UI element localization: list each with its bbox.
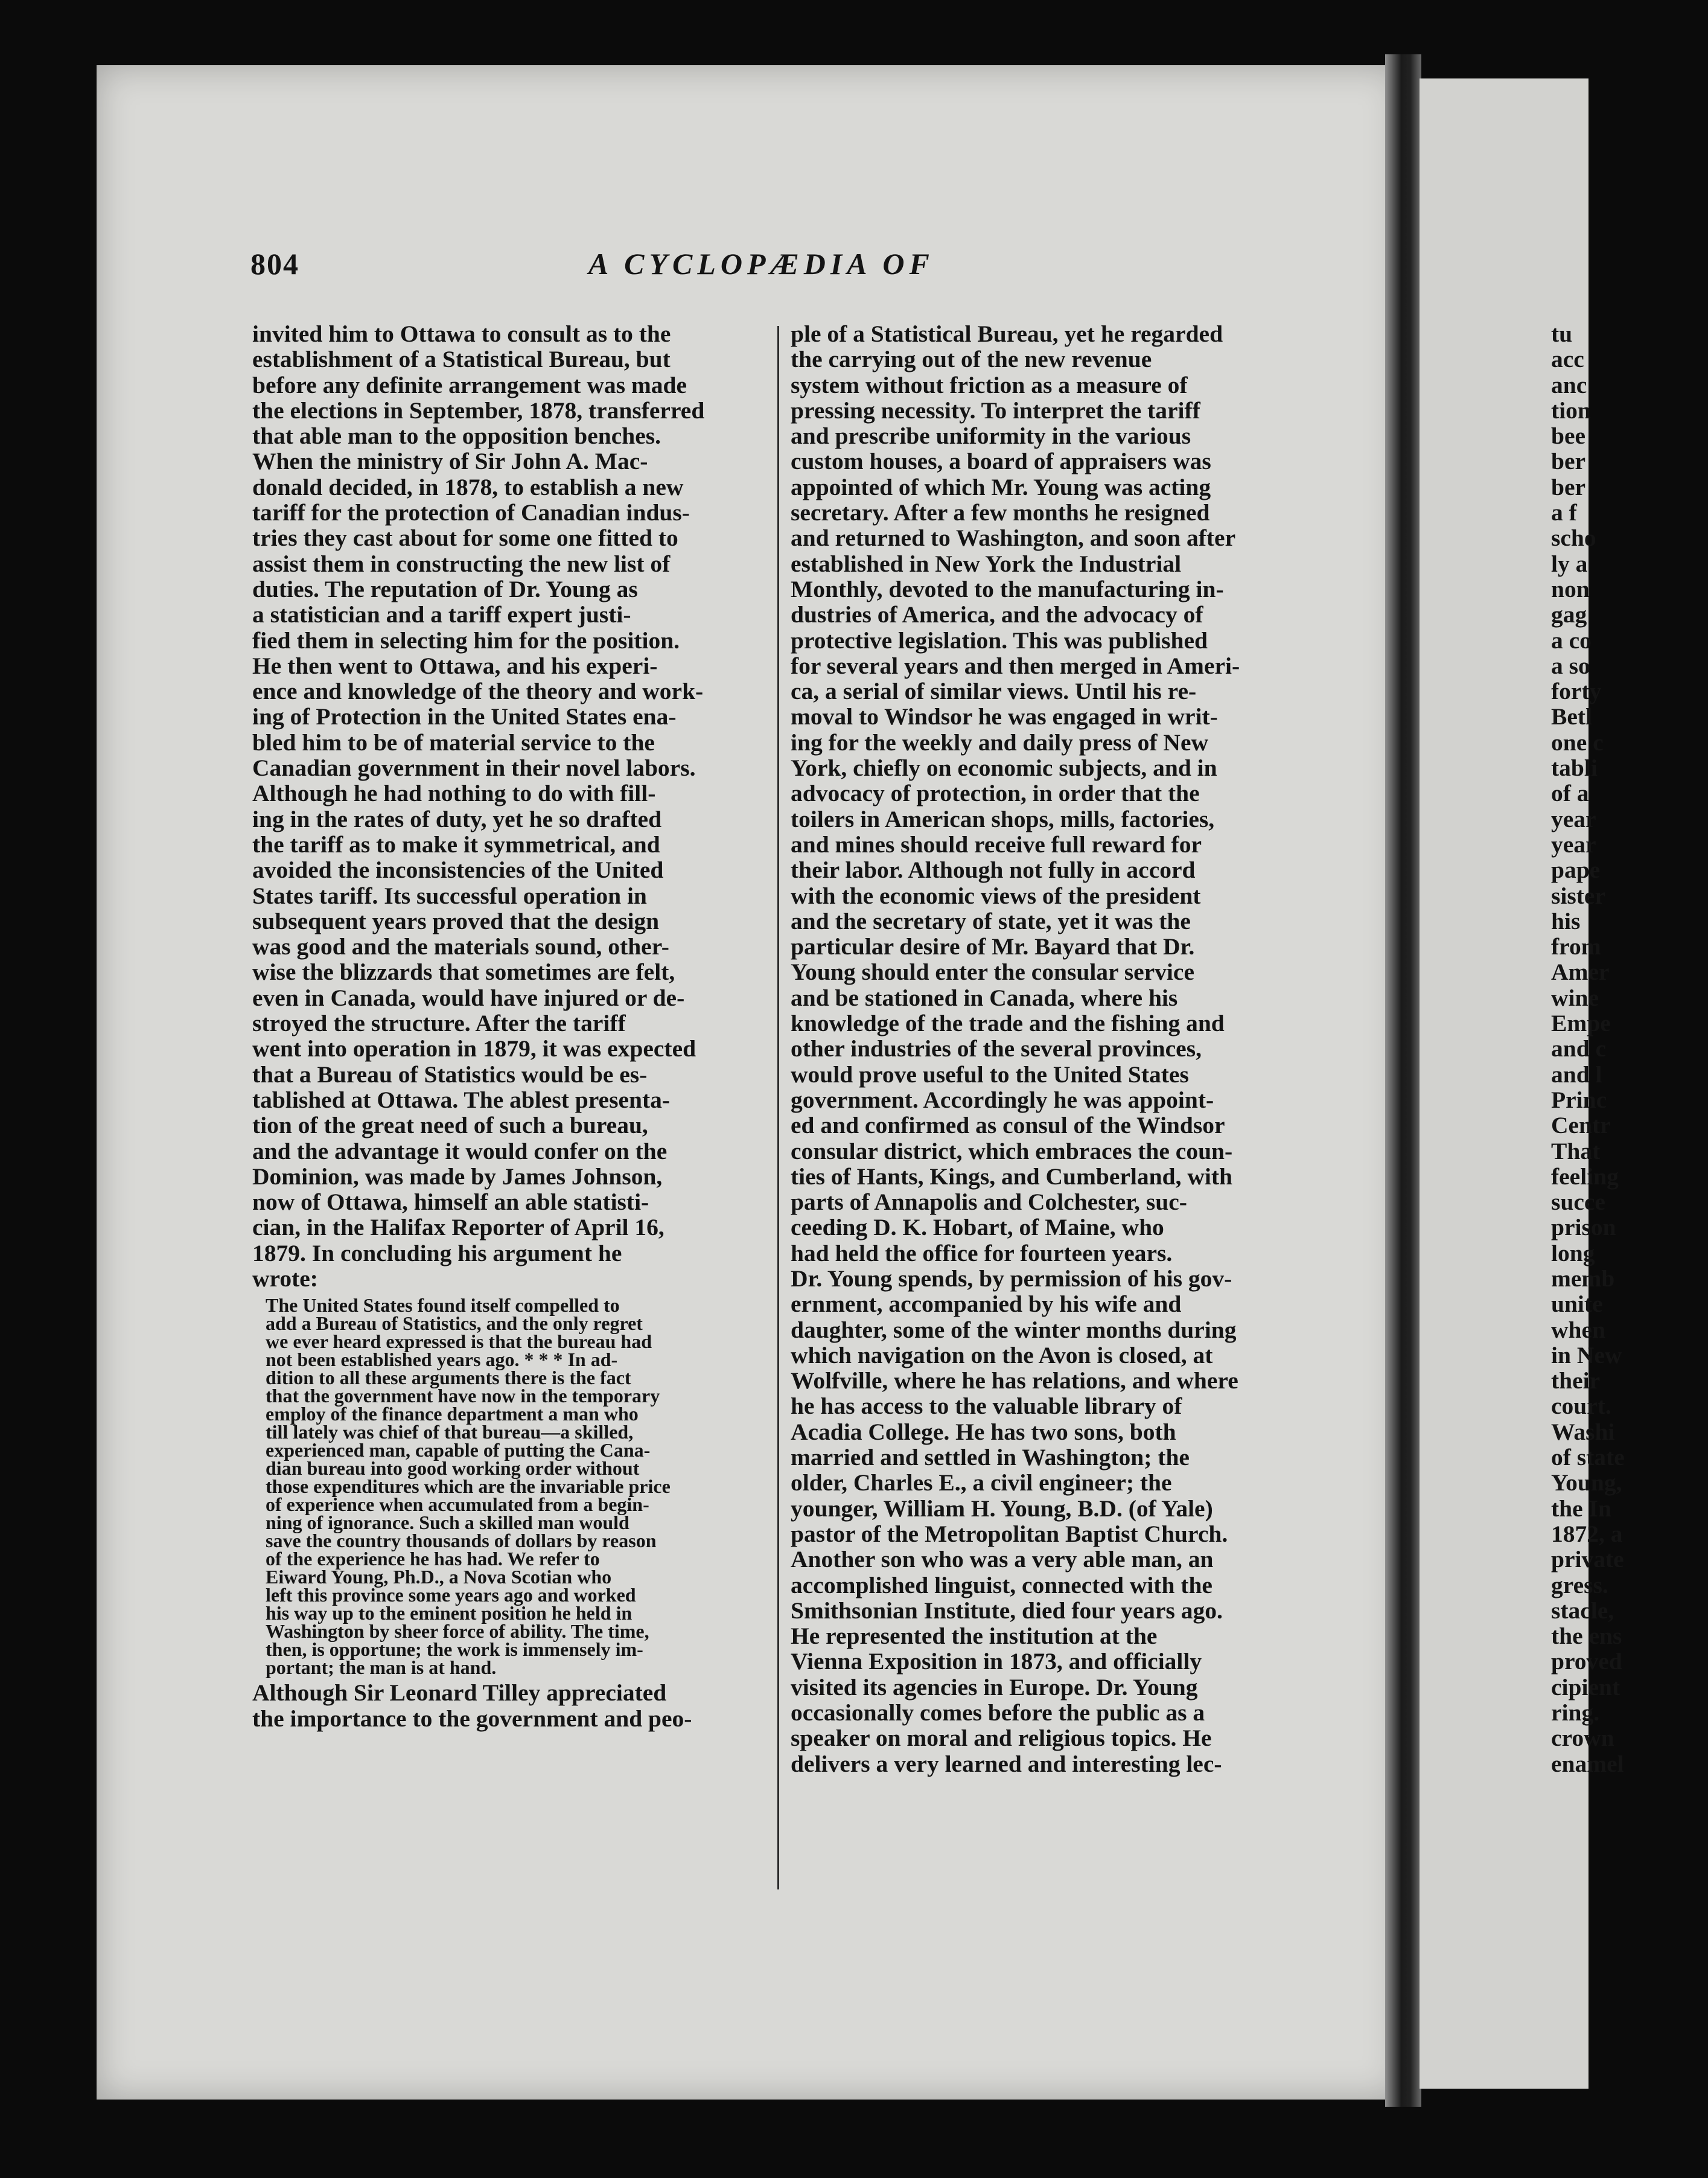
text-line: court. bbox=[1551, 1393, 1611, 1420]
text-line: ties of Hants, Kings, and Cumberland, with bbox=[791, 1163, 1232, 1190]
text-line: York, chiefly on economic subjects, and in bbox=[791, 755, 1217, 782]
text-line: wine bbox=[1551, 984, 1599, 1011]
text-line: when bbox=[1551, 1316, 1605, 1343]
text-line: Although Sir Leonard Tilley appreciated bbox=[252, 1679, 667, 1707]
text-line: non bbox=[1551, 575, 1590, 602]
text-line: in New bbox=[1551, 1341, 1622, 1368]
text-line: the elections in September, 1878, transferred bbox=[252, 397, 705, 424]
text-line: would prove useful to the United States bbox=[791, 1061, 1189, 1088]
text-line: particular desire of Mr. Bayard that Dr. bbox=[791, 933, 1195, 960]
text-line: moval to Windsor he was engaged in writ- bbox=[791, 703, 1218, 730]
column-1-closing bbox=[252, 1680, 759, 1731]
text-line: not been established years ago. * * * In ad- bbox=[266, 1349, 618, 1371]
text-line: subsequent years proved that the design bbox=[252, 907, 660, 934]
text-line: Although he had nothing to do with fill- bbox=[252, 780, 656, 807]
running-head bbox=[250, 246, 1264, 295]
text-line: occasionally comes before the public as a bbox=[791, 1699, 1205, 1726]
text-line: tion of the great need of such a bureau, bbox=[252, 1112, 648, 1139]
text-line: and the advantage it would confer on the bbox=[252, 1137, 668, 1164]
text-line: tablished at Ottawa. The ablest presenta- bbox=[252, 1086, 671, 1113]
text-line: tu bbox=[1551, 321, 1573, 347]
text-line: appointed of which Mr. Young was acting bbox=[791, 473, 1211, 500]
text-line: Princ bbox=[1551, 1086, 1607, 1113]
text-line: ber bbox=[1551, 448, 1586, 475]
text-line: and mines should receive full reward for bbox=[791, 831, 1202, 858]
text-line: unite bbox=[1551, 1291, 1603, 1318]
text-line: we ever heard expressed is that the bureau had bbox=[266, 1330, 652, 1353]
text-line: ca, a serial of similar views. Until his re- bbox=[791, 678, 1197, 705]
text-line: Betl bbox=[1551, 703, 1593, 730]
text-line: avoided the inconsistencies of the United bbox=[252, 857, 664, 884]
text-line: dustries of America, and the advocacy of bbox=[791, 601, 1203, 628]
text-line: year bbox=[1551, 831, 1596, 858]
text-line: speaker on moral and religious topics. He bbox=[791, 1725, 1212, 1752]
text-line: which navigation on the Avon is closed, at bbox=[791, 1341, 1213, 1368]
text-line: forty bbox=[1551, 678, 1602, 705]
text-column-3-partial bbox=[1551, 321, 1708, 1777]
text-line: The United States found itself compelled to bbox=[266, 1294, 620, 1317]
text-line: of state bbox=[1551, 1444, 1625, 1471]
column-rule bbox=[777, 326, 779, 1889]
text-line: their bbox=[1551, 1367, 1601, 1394]
text-line: Canadian government in their novel labors. bbox=[252, 755, 696, 782]
text-line: went into operation in 1879, it was expected bbox=[252, 1035, 696, 1062]
text-line: ber bbox=[1551, 473, 1586, 500]
text-line: enamel bbox=[1551, 1750, 1624, 1777]
text-line: dition to all these arguments there is the fact bbox=[266, 1367, 631, 1389]
text-line: and the secretary of state, yet it was the bbox=[791, 907, 1191, 934]
text-line: donald decided, in 1878, to establish a new bbox=[252, 473, 684, 500]
text-line: tion bbox=[1551, 397, 1591, 424]
text-line: pastor of the Metropolitan Baptist Church. bbox=[791, 1520, 1228, 1547]
text-line: younger, William H. Young, B.D. (of Yale) bbox=[791, 1495, 1213, 1522]
text-line: that the government have now in the temporary bbox=[266, 1385, 660, 1407]
text-line: 1879. In concluding his argument he bbox=[252, 1239, 622, 1266]
text-line: He then went to Ottawa, and his experi- bbox=[252, 652, 658, 679]
text-line: a statistician and a tariff expert justi- bbox=[252, 601, 631, 628]
text-line: a co bbox=[1551, 627, 1592, 654]
column-2-body bbox=[791, 321, 1311, 1777]
text-line: his way up to the eminent position he held in bbox=[266, 1602, 633, 1624]
text-line: bled him to be of material service to the bbox=[252, 729, 655, 756]
text-line: married and settled in Washington; the bbox=[791, 1444, 1190, 1471]
text-line: gress. bbox=[1551, 1571, 1608, 1598]
column-1-body bbox=[252, 321, 759, 1291]
text-line: anc bbox=[1551, 371, 1587, 398]
text-line: the ens bbox=[1551, 1623, 1622, 1650]
text-line: was good and the materials sound, other- bbox=[252, 933, 669, 960]
text-line: ed and confirmed as consul of the Windsor bbox=[791, 1112, 1225, 1139]
text-line: wrote: bbox=[252, 1265, 318, 1292]
text-line: Centr bbox=[1551, 1112, 1611, 1139]
text-line: ly a bbox=[1551, 550, 1588, 577]
text-line: ing for the weekly and daily press of New bbox=[791, 729, 1209, 756]
text-line: Dr. Young spends, by permission of his gov- bbox=[791, 1265, 1232, 1292]
text-line: save the country thousands of dollars by reason bbox=[266, 1530, 657, 1552]
text-line: then, is opportune; the work is immensely im- bbox=[266, 1638, 643, 1661]
text-line: ing of Protection in the United States ena- bbox=[252, 703, 677, 730]
text-line: stacle, bbox=[1551, 1597, 1614, 1624]
text-line: Acadia College. He has two sons, both bbox=[791, 1418, 1176, 1445]
block-quote bbox=[266, 1294, 759, 1679]
text-line: memb bbox=[1551, 1265, 1615, 1292]
text-line: He represented the institution at the bbox=[791, 1623, 1158, 1650]
text-line: parts of Annapolis and Colchester, suc- bbox=[791, 1189, 1187, 1216]
text-line: year bbox=[1551, 805, 1596, 832]
text-line: now of Ottawa, himself an able statisti- bbox=[252, 1189, 649, 1216]
text-line: before any definite arrangement was made bbox=[252, 371, 687, 398]
text-line: their labor. Although not fully in accord bbox=[791, 857, 1196, 884]
text-line: experienced man, capable of putting the Cana- bbox=[266, 1439, 651, 1461]
text-line: advocacy of protection, in order that the bbox=[791, 780, 1200, 807]
text-line: dian bureau into good working order without bbox=[266, 1457, 640, 1480]
text-line: bee bbox=[1551, 423, 1586, 450]
text-line: Young, bbox=[1551, 1469, 1622, 1496]
text-line: consular district, which embraces the coun- bbox=[791, 1137, 1233, 1164]
text-line: Young should enter the consular service bbox=[791, 959, 1194, 986]
text-line: toilers in American shops, mills, factories, bbox=[791, 805, 1215, 832]
text-line: ring. bbox=[1551, 1699, 1600, 1726]
text-line: stroyed the structure. After the tariff bbox=[252, 1010, 626, 1037]
page-number: 804 bbox=[250, 247, 299, 281]
text-line: succe bbox=[1551, 1189, 1605, 1216]
text-line: ceeding D. K. Hobart, of Maine, who bbox=[791, 1214, 1164, 1241]
text-line: cian, in the Halifax Reporter of April 16, bbox=[252, 1214, 664, 1241]
text-line: wise the blizzards that sometimes are felt, bbox=[252, 959, 675, 986]
text-line: till lately was chief of that bureau—a skilled, bbox=[266, 1421, 634, 1443]
text-line: Monthly, devoted to the manufacturing in- bbox=[791, 575, 1224, 602]
text-line: scho bbox=[1551, 525, 1596, 552]
text-line: employ of the finance department a man who bbox=[266, 1403, 639, 1425]
text-line: That bbox=[1551, 1137, 1601, 1164]
text-line: invited him to Ottawa to consult as to the bbox=[252, 321, 671, 347]
text-line: left this province some years ago and worked bbox=[266, 1584, 636, 1606]
text-line: he has access to the valuable library of bbox=[791, 1393, 1182, 1420]
text-line: Amer bbox=[1551, 959, 1610, 986]
text-line: sister bbox=[1551, 882, 1605, 909]
text-line: system without friction as a measure of bbox=[791, 371, 1188, 398]
text-line: government. Accordingly he was appoint- bbox=[791, 1086, 1214, 1113]
text-line: Vienna Exposition in 1873, and officially bbox=[791, 1648, 1202, 1675]
text-column-2 bbox=[791, 321, 1311, 1777]
text-line: tabli bbox=[1551, 755, 1598, 782]
text-column-1 bbox=[252, 321, 759, 1731]
text-line: that able man to the opposition benches. bbox=[252, 423, 661, 450]
text-line: from bbox=[1551, 933, 1601, 960]
text-line: assist them in constructing the new list of bbox=[252, 550, 671, 577]
header-title: A CYCLOPÆDIA OF bbox=[588, 247, 934, 281]
text-line: 1872, a bbox=[1551, 1520, 1623, 1547]
text-line: the carrying out of the new revenue bbox=[791, 346, 1152, 373]
text-line: States tariff. Its successful operation in bbox=[252, 882, 647, 909]
text-line: daughter, some of the winter months during bbox=[791, 1316, 1237, 1343]
text-line: Wolfville, where he has relations, and where bbox=[791, 1367, 1238, 1394]
text-line: had held the office for fourteen years. bbox=[791, 1239, 1173, 1266]
text-line: cipient bbox=[1551, 1673, 1620, 1701]
text-line: and prescribe uniformity in the various bbox=[791, 423, 1191, 450]
text-line: of a bbox=[1551, 780, 1589, 807]
text-line: the importance to the government and peo- bbox=[252, 1705, 692, 1732]
text-line: gag bbox=[1551, 601, 1587, 628]
text-line: and returned to Washington, and soon after bbox=[791, 525, 1236, 552]
text-line: knowledge of the trade and the fishing and bbox=[791, 1010, 1225, 1037]
text-line: tariff for the protection of Canadian indus- bbox=[252, 499, 690, 526]
text-line: prison bbox=[1551, 1214, 1616, 1241]
column-3-body bbox=[1551, 321, 1708, 1777]
text-line: long bbox=[1551, 1239, 1595, 1266]
text-line: delivers a very learned and interesting lec- bbox=[791, 1750, 1222, 1777]
text-line: and c bbox=[1551, 1035, 1607, 1062]
text-line: crown bbox=[1551, 1725, 1614, 1752]
text-line: Washington by sheer force of ability. The time, bbox=[266, 1620, 649, 1643]
text-line: that a Bureau of Statistics would be es- bbox=[252, 1061, 648, 1088]
text-line: Another son who was a very able man, an bbox=[791, 1546, 1214, 1573]
text-line: Empe bbox=[1551, 1010, 1611, 1037]
text-line: of experience when accumulated from a begin- bbox=[266, 1493, 649, 1516]
text-line: pressing necessity. To interpret the tariff bbox=[791, 397, 1200, 424]
text-line: established in New York the Industrial bbox=[791, 550, 1182, 577]
text-line: visited its agencies in Europe. Dr. Young bbox=[791, 1673, 1198, 1701]
text-line: the In bbox=[1551, 1495, 1611, 1522]
text-line: portant; the man is at hand. bbox=[266, 1656, 497, 1679]
text-line: pape bbox=[1551, 857, 1601, 884]
text-line: proved bbox=[1551, 1648, 1622, 1675]
text-line: fied them in selecting him for the position. bbox=[252, 627, 680, 654]
text-line: of the experience he has had. We refer to bbox=[266, 1548, 600, 1570]
text-line: ple of a Statistical Bureau, yet he regarded bbox=[791, 321, 1223, 347]
text-line: ence and knowledge of the theory and work- bbox=[252, 678, 704, 705]
text-line: and be stationed in Canada, where his bbox=[791, 984, 1178, 1011]
text-line: ning of ignorance. Such a skilled man would bbox=[266, 1512, 629, 1534]
text-line: his bbox=[1551, 907, 1581, 934]
text-line: feeling bbox=[1551, 1163, 1619, 1190]
text-line: Eiward Young, Ph.D., a Nova Scotian who bbox=[266, 1566, 612, 1588]
text-line: a f bbox=[1551, 499, 1577, 526]
text-line: ing in the rates of duty, yet he so drafted bbox=[252, 805, 662, 832]
text-line: even in Canada, would have injured or de- bbox=[252, 984, 685, 1011]
text-line: and l bbox=[1551, 1061, 1602, 1088]
text-line: a so bbox=[1551, 652, 1590, 679]
text-line: Smithsonian Institute, died four years ago. bbox=[791, 1597, 1223, 1624]
text-line: with the economic views of the president bbox=[791, 882, 1201, 909]
text-line: for several years and then merged in Ameri- bbox=[791, 652, 1240, 679]
text-line: Dominion, was made by James Johnson, bbox=[252, 1163, 663, 1190]
book-gutter bbox=[1385, 54, 1421, 2107]
text-line: establishment of a Statistical Bureau, but bbox=[252, 346, 671, 373]
text-line: When the ministry of Sir John A. Mac- bbox=[252, 448, 648, 475]
text-line: custom houses, a board of appraisers was bbox=[791, 448, 1211, 475]
text-line: the tariff as to make it symmetrical, and bbox=[252, 831, 660, 858]
text-line: duties. The reputation of Dr. Young as bbox=[252, 575, 638, 602]
text-line: Washi bbox=[1551, 1418, 1615, 1445]
text-line: protective legislation. This was published bbox=[791, 627, 1208, 654]
text-line: tries they cast about for some one fitted to bbox=[252, 525, 678, 552]
text-line: one c bbox=[1551, 729, 1604, 756]
text-line: accomplished linguist, connected with the bbox=[791, 1571, 1212, 1598]
text-line: add a Bureau of Statistics, and the only regret bbox=[266, 1312, 643, 1335]
text-line: other industries of the several provinces, bbox=[791, 1035, 1202, 1062]
text-line: private bbox=[1551, 1546, 1624, 1573]
text-line: acc bbox=[1551, 346, 1584, 373]
text-line: secretary. After a few months he resigned bbox=[791, 499, 1210, 526]
text-line: ernment, accompanied by his wife and bbox=[791, 1291, 1182, 1318]
text-line: those expenditures which are the invariable price bbox=[266, 1475, 671, 1498]
text-line: older, Charles E., a civil engineer; the bbox=[791, 1469, 1172, 1496]
